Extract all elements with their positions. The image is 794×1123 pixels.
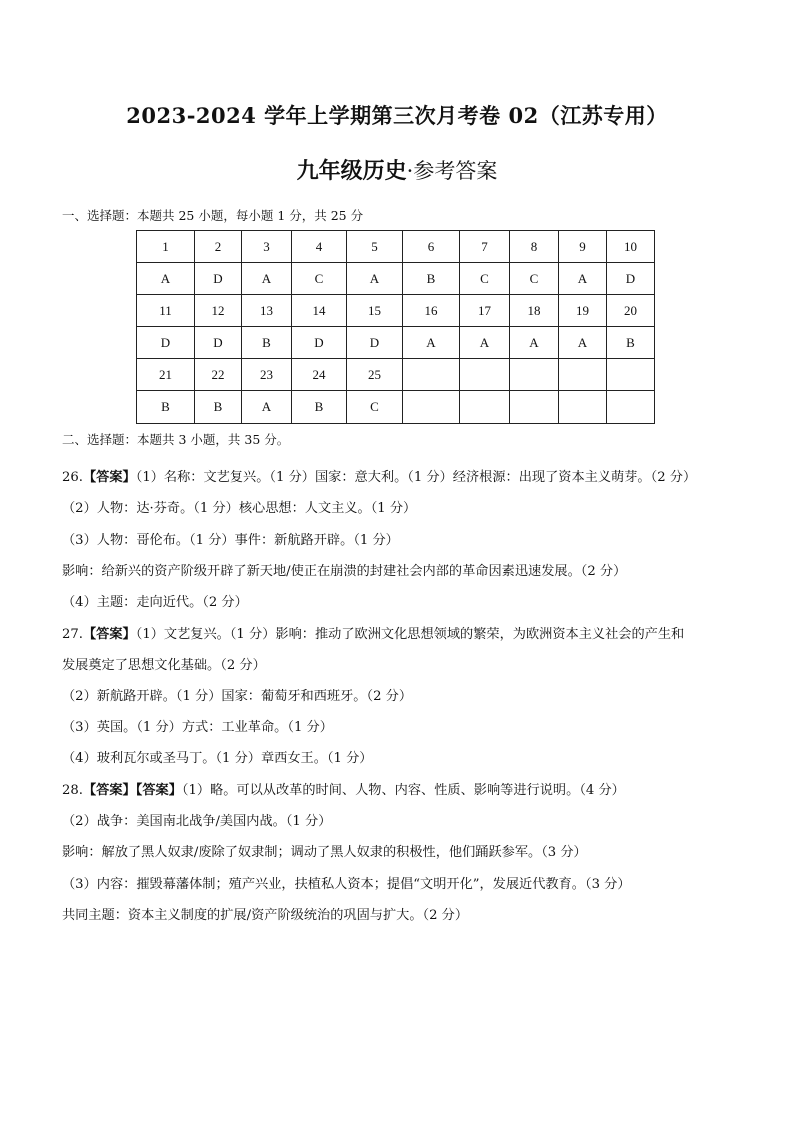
answer-line — [62, 625, 684, 645]
question-number-row — [137, 359, 655, 391]
question-number-cell: 14 — [292, 295, 347, 327]
answer-line — [62, 781, 625, 801]
question-number-row — [137, 295, 655, 327]
question-number-cell: 18 — [510, 295, 559, 327]
answer-cell: A — [242, 391, 292, 423]
answer-cell: A — [137, 263, 195, 295]
answer-cell: B — [607, 327, 655, 359]
answer-text: 影响：给新兴的资产阶级开辟了新天地/使正在崩溃的封建社会内部的革命因素迅速发展。（2 分） — [62, 564, 627, 579]
answer-text: 影响：解放了黑人奴隶/废除了奴隶制；调动了黑人奴隶的积极性，他们踊跃参军。（3 分） — [62, 845, 587, 860]
question-number: 26. — [62, 470, 83, 485]
answer-cell — [460, 391, 510, 423]
answer-cell: A — [559, 327, 607, 359]
question-number-cell: 13 — [242, 295, 292, 327]
question-number-cell: 15 — [347, 295, 403, 327]
answer-cell — [403, 391, 460, 423]
answer-label: 【答案】 — [82, 627, 136, 642]
answer-line — [62, 593, 248, 613]
question-number: 27. — [62, 627, 83, 642]
question-number-cell — [460, 359, 510, 391]
answer-line — [62, 749, 372, 769]
question-number-cell: 21 — [137, 359, 195, 391]
answer-text: （4）主题：走向近代。（2 分） — [62, 595, 248, 610]
answer-text: （2）新航路开辟。（1 分）国家：葡萄牙和西班牙。（2 分） — [62, 689, 413, 704]
answer-cell: C — [460, 263, 510, 295]
answer-line — [62, 718, 333, 738]
answer-cell: B — [403, 263, 460, 295]
answer-line — [62, 875, 631, 895]
answer-line — [62, 687, 412, 707]
answer-cell — [607, 391, 655, 423]
answer-line — [62, 812, 331, 832]
answer-line — [62, 843, 587, 863]
question-number-cell: 7 — [460, 231, 510, 263]
answer-cell: A — [510, 327, 559, 359]
answer-label: 【答案】 — [82, 470, 136, 485]
question-number-cell: 1 — [137, 231, 195, 263]
answer-line — [62, 656, 266, 676]
subtitle-grade-subject: 九年级历史 — [296, 158, 407, 184]
answer-cell: D — [607, 263, 655, 295]
question-number-cell: 11 — [137, 295, 195, 327]
question-number-cell: 25 — [347, 359, 403, 391]
question-number-cell — [607, 359, 655, 391]
answer-cell: C — [510, 263, 559, 295]
question-number-cell: 4 — [292, 231, 347, 263]
answer-text: （4）玻利瓦尔或圣马丁。（1 分）章西女王。（1 分） — [62, 751, 373, 766]
exam-title: 2023-2024 学年上学期第三次月考卷 02（江苏专用） — [126, 103, 668, 128]
answer-cell: A — [403, 327, 460, 359]
answer-cell: A — [460, 327, 510, 359]
question-number-cell: 2 — [195, 231, 242, 263]
question-number-cell: 12 — [195, 295, 242, 327]
question-number-cell: 9 — [559, 231, 607, 263]
question-number-cell — [559, 359, 607, 391]
answer-row — [137, 327, 655, 359]
answer-key-subtitle — [0, 154, 794, 185]
question-number-cell: 20 — [607, 295, 655, 327]
answer-cell: B — [292, 391, 347, 423]
answer-text: （3）人物：哥伦布。（1 分）事件：新航路开辟。（1 分） — [62, 533, 399, 548]
answer-cell: C — [347, 391, 403, 423]
answer-text: （2）战争：美国南北战争/美国内战。（1 分） — [62, 814, 332, 829]
answer-line — [62, 499, 416, 519]
answer-text: （3）英国。（1 分）方式：工业革命。（1 分） — [62, 720, 333, 735]
question-number-cell: 8 — [510, 231, 559, 263]
section-heading-choice: 一、选择题：本题共 25 小题，每小题 1 分，共 25 分 — [62, 208, 364, 223]
question-number-cell: 5 — [347, 231, 403, 263]
question-number-cell — [510, 359, 559, 391]
answer-text: （1）文艺复兴。（1 分）影响：推动了欧洲文化思想领域的繁荣，为欧洲资本主义社会的产生和 — [135, 627, 685, 642]
answer-cell: A — [559, 263, 607, 295]
question-number-cell — [403, 359, 460, 391]
answer-cell: C — [292, 263, 347, 295]
answer-line — [62, 468, 696, 488]
question-number-cell: 19 — [559, 295, 607, 327]
answer-cell: D — [195, 263, 242, 295]
subtitle-answer-key: ·参考答案 — [406, 159, 498, 183]
question-number-row — [137, 231, 655, 263]
answer-text: （2）人物：达·芬奇。（1 分）核心思想：人文主义。（1 分） — [62, 501, 417, 516]
answer-table — [136, 230, 655, 424]
answer-cell: D — [137, 327, 195, 359]
answer-cell: A — [347, 263, 403, 295]
answer-cell: B — [242, 327, 292, 359]
question-number-cell: 22 — [195, 359, 242, 391]
answer-cell: A — [242, 263, 292, 295]
answer-text: 发展奠定了思想文化基础。（2 分） — [62, 658, 266, 673]
question-number-cell: 3 — [242, 231, 292, 263]
answer-line — [62, 906, 468, 926]
answer-text: （1）略。可以从改革的时间、人物、内容、性质、影响等进行说明。（4 分） — [181, 783, 625, 798]
question-number-cell: 6 — [403, 231, 460, 263]
answer-line — [62, 531, 399, 551]
question-number-cell: 17 — [460, 295, 510, 327]
answer-text: （3）内容：摧毁幕藩体制；殖产兴业，扶植私人资本；提倡“文明开化”，发展近代教育。（3 分） — [62, 877, 631, 892]
answer-cell — [559, 391, 607, 423]
answer-cell: B — [137, 391, 195, 423]
answer-row — [137, 391, 655, 423]
answer-row — [137, 263, 655, 295]
question-number-cell: 24 — [292, 359, 347, 391]
answer-cell: B — [195, 391, 242, 423]
question-number-cell: 10 — [607, 231, 655, 263]
answer-line — [62, 562, 626, 582]
answer-label: 【答案】【答案】 — [82, 783, 182, 798]
answer-cell — [510, 391, 559, 423]
answer-text: 共同主题：资本主义制度的扩展/资产阶级统治的巩固与扩大。（2 分） — [62, 908, 469, 923]
answer-cell: D — [292, 327, 347, 359]
section-heading-material: 二、选择题：本题共 3 小题，共 35 分。 — [62, 432, 290, 447]
question-number-cell: 16 — [403, 295, 460, 327]
question-number: 28. — [62, 783, 83, 798]
answer-text: （1）名称：文艺复兴。（1 分）国家：意大利。（1 分）经济根源：出现了资本主义萌芽。（2 分） — [135, 470, 697, 485]
answer-cell: D — [347, 327, 403, 359]
answer-cell: D — [195, 327, 242, 359]
question-number-cell: 23 — [242, 359, 292, 391]
